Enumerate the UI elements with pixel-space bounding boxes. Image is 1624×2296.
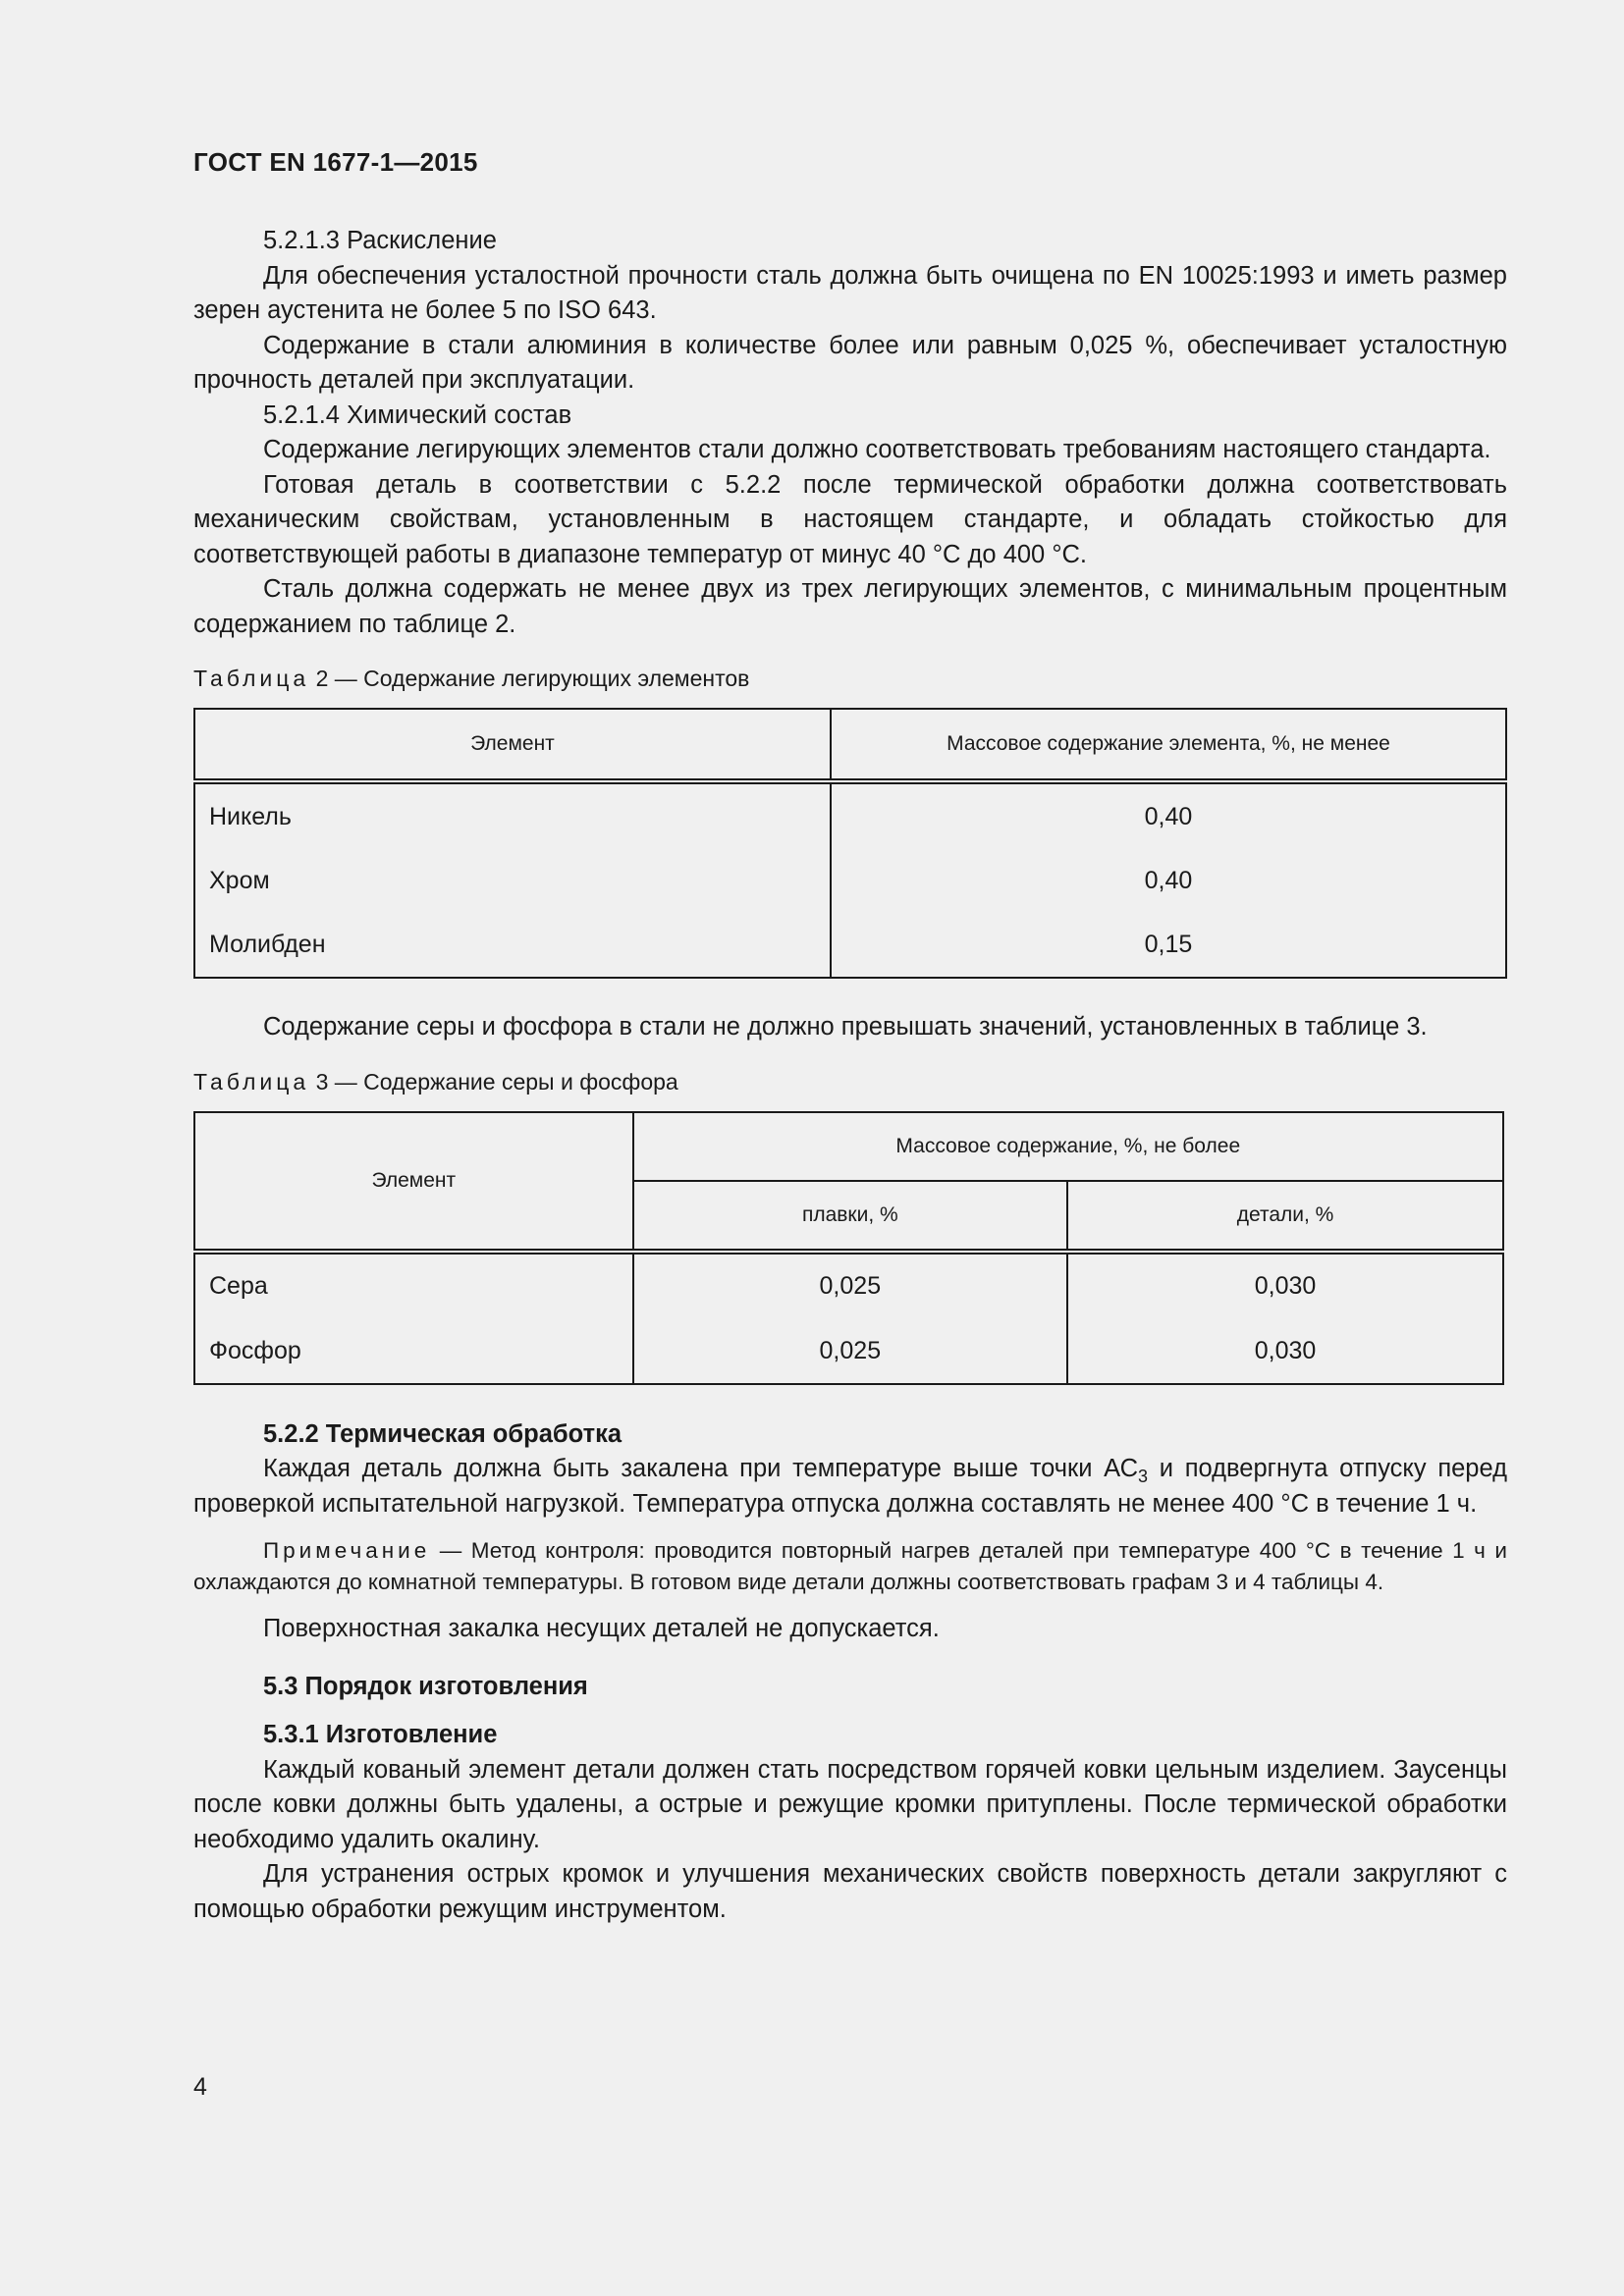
- table-cell: 0,40: [831, 849, 1506, 913]
- page-number: 4: [193, 2073, 207, 2101]
- section-5-2-1-4-title: 5.2.1.4 Химический состав: [263, 400, 572, 429]
- paragraph: Готовая деталь в соответствии с 5.2.2 после термической обработки должна соответствовать механическим свойствам, установленным в настоящем стандарте, и обладать стойкостью для соответствующей работы в диапазоне температур от минус 40 °С до 400 °С.: [193, 470, 1507, 568]
- table-cell: Хром: [194, 849, 831, 913]
- table-header-cell: Элемент: [194, 709, 831, 781]
- section-5-2-2-title: 5.2.2 Термическая обработка: [263, 1419, 623, 1448]
- paragraph: Содержание серы и фосфора в стали не должно превышать значений, установленных в таблице 3.: [263, 1013, 1428, 1041]
- table-3-caption: Таблица 3 — Содержание серы и фосфора: [193, 1068, 678, 1095]
- table-row: [194, 1252, 1503, 1319]
- table-cell: 0,40: [831, 781, 1506, 849]
- table-header-cell: детали, %: [1067, 1181, 1503, 1252]
- table-row: [194, 849, 1506, 913]
- paragraph: Содержание легирующих элементов стали должно соответствовать требованиям настоящего стандарта.: [263, 436, 1491, 463]
- table-header-cell: Массовое содержание, %, не более: [633, 1112, 1503, 1181]
- paragraph: Каждый кованый элемент детали должен стать посредством горячей ковки цельным изделием. Заусенцы после ковки должны быть удалены, а острые и режущие кромки притуплены. После термической обработки необходимо удалить окалину.: [193, 1755, 1507, 1853]
- paragraph: Для обеспечения усталостной прочности сталь должна быть очищена по EN 10025:1993 и иметь размер зерен аустенита не более 5 по ISO 643.: [193, 261, 1507, 324]
- paragraph: Сталь должна содержать не менее двух из трех легирующих элементов, с минимальным процентным содержанием по таблице 2.: [193, 575, 1507, 638]
- table-2-caption: Таблица 2 — Содержание легирующих элементов: [193, 666, 750, 691]
- table-cell: Сера: [194, 1252, 633, 1319]
- table-cell: 0,030: [1067, 1319, 1503, 1384]
- paragraph: Каждая деталь должна быть закалена при температуре выше точки $АС_3$ и подвергнута отпуску перед проверкой испытательной нагрузкой. Температура отпуска должна составлять не менее 400 °С в течение 1 ч.: [193, 1455, 1507, 1518]
- section-5-2-1-3-title: 5.2.1.3 Раскисление: [263, 227, 497, 254]
- table-row: [194, 781, 1506, 849]
- table-cell: 0,025: [633, 1252, 1068, 1319]
- paragraph: Поверхностная закалка несущих деталей не допускается.: [263, 1615, 940, 1642]
- table-cell: Фосфор: [194, 1319, 633, 1384]
- table-cell: 0,030: [1067, 1252, 1503, 1319]
- section-5-3-title: 5.3 Порядок изготовления: [263, 1672, 588, 1700]
- paragraph: Для устранения острых кромок и улучшения механических свойств поверхность детали закругляют с помощью обработки режущим инструментом.: [193, 1860, 1507, 1923]
- document-body: [193, 224, 1507, 1927]
- section-5-3-1-title: 5.3.1 Изготовление: [263, 1721, 498, 1748]
- table-cell: 0,025: [633, 1319, 1068, 1384]
- table-3: [193, 1111, 1504, 1385]
- table-cell: Молибден: [194, 913, 831, 978]
- table-header-cell: Массовое содержание элемента, %, не менее: [831, 709, 1506, 781]
- document-header: ГОСТ EN 1677-1—2015: [193, 147, 478, 177]
- table-cell: Никель: [194, 781, 831, 849]
- table-row: [194, 1319, 1503, 1384]
- table-row: [194, 913, 1506, 978]
- table-header-cell: Элемент: [194, 1112, 633, 1252]
- note: Примечание — Метод контроля: проводится повторный нагрев деталей при температуре 400 °С в течение 1 ч и охлаждаются до комнатной температуры. В готовом виде детали должны соответствовать графам 3 и 4 таблицы 4.: [193, 1538, 1507, 1594]
- table-header-cell: плавки, %: [633, 1181, 1068, 1252]
- table-cell: 0,15: [831, 913, 1506, 978]
- table-2: [193, 708, 1507, 979]
- paragraph: Содержание в стали алюминия в количестве более или равным 0,025 %, обеспечивает усталостную прочность деталей при эксплуатации.: [193, 331, 1507, 394]
